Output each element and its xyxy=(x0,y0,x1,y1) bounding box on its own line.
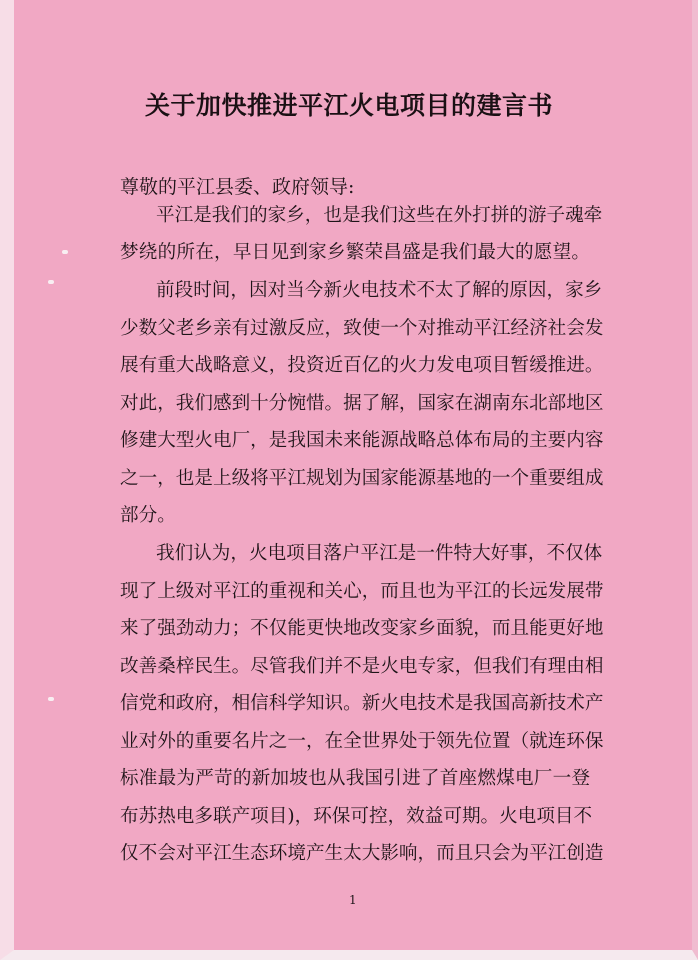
punch-hole-mark xyxy=(62,250,68,254)
body-line: 梦绕的所在，早日见到家乡繁荣昌盛是我们最大的愿望。 xyxy=(120,242,590,263)
punch-hole-mark xyxy=(48,697,54,701)
body-line: 修建大型火电厂，是我国未来能源战略总体布局的主要内容 xyxy=(120,430,604,451)
body-line: 布苏热电多联产项目)，环保可控，效益可期。火电项目不 xyxy=(120,806,593,827)
salutation: 尊敬的平江县委、政府领导: xyxy=(120,176,355,198)
body-line: 平江是我们的家乡，也是我们这些在外打拼的游子魂牵 xyxy=(156,205,603,226)
document-title: 关于加快推进平江火电项目的建言书 xyxy=(144,91,553,120)
body-line: 改善桑梓民生。尽管我们并不是火电专家，但我们有理由相 xyxy=(120,656,604,677)
punch-hole-mark xyxy=(48,280,54,284)
body-line: 部分。 xyxy=(120,505,176,526)
body-line: 对此，我们感到十分惋惜。据了解，国家在湖南东北部地区 xyxy=(120,393,604,414)
body-line: 展有重大战略意义，投资近百亿的火力发电项目暂缓推进。 xyxy=(120,355,604,376)
body-line: 前段时间，因对当今新火电技术不太了解的原因，家乡 xyxy=(156,280,603,301)
body-line: 之一，也是上级将平江规划为国家能源基地的一个重要组成 xyxy=(120,468,604,489)
body-line: 来了强劲动力；不仅能更快地改变家乡面貌，而且能更好地 xyxy=(120,618,604,639)
body-line: 标准最为严苛的新加坡也从我国引进了首座燃煤电厂一登 xyxy=(120,768,590,789)
body-line: 业对外的重要名片之一，在全世界处于领先位置（就连环保 xyxy=(120,731,604,752)
body-line: 信党和政府，相信科学知识。新火电技术是我国高新技术产 xyxy=(120,693,604,714)
body-line: 少数父老乡亲有过激反应，致使一个对推动平江经济社会发 xyxy=(120,318,604,339)
body-line: 我们认为，火电项目落户平江是一件特大好事，不仅体 xyxy=(156,543,603,564)
body-line: 仅不会对平江生态环境产生太大影响，而且只会为平江创造 xyxy=(120,843,604,864)
page-number: 1 xyxy=(349,893,357,907)
body-line: 现了上级对平江的重视和关心，而且也为平江的长远发展带 xyxy=(120,581,604,602)
